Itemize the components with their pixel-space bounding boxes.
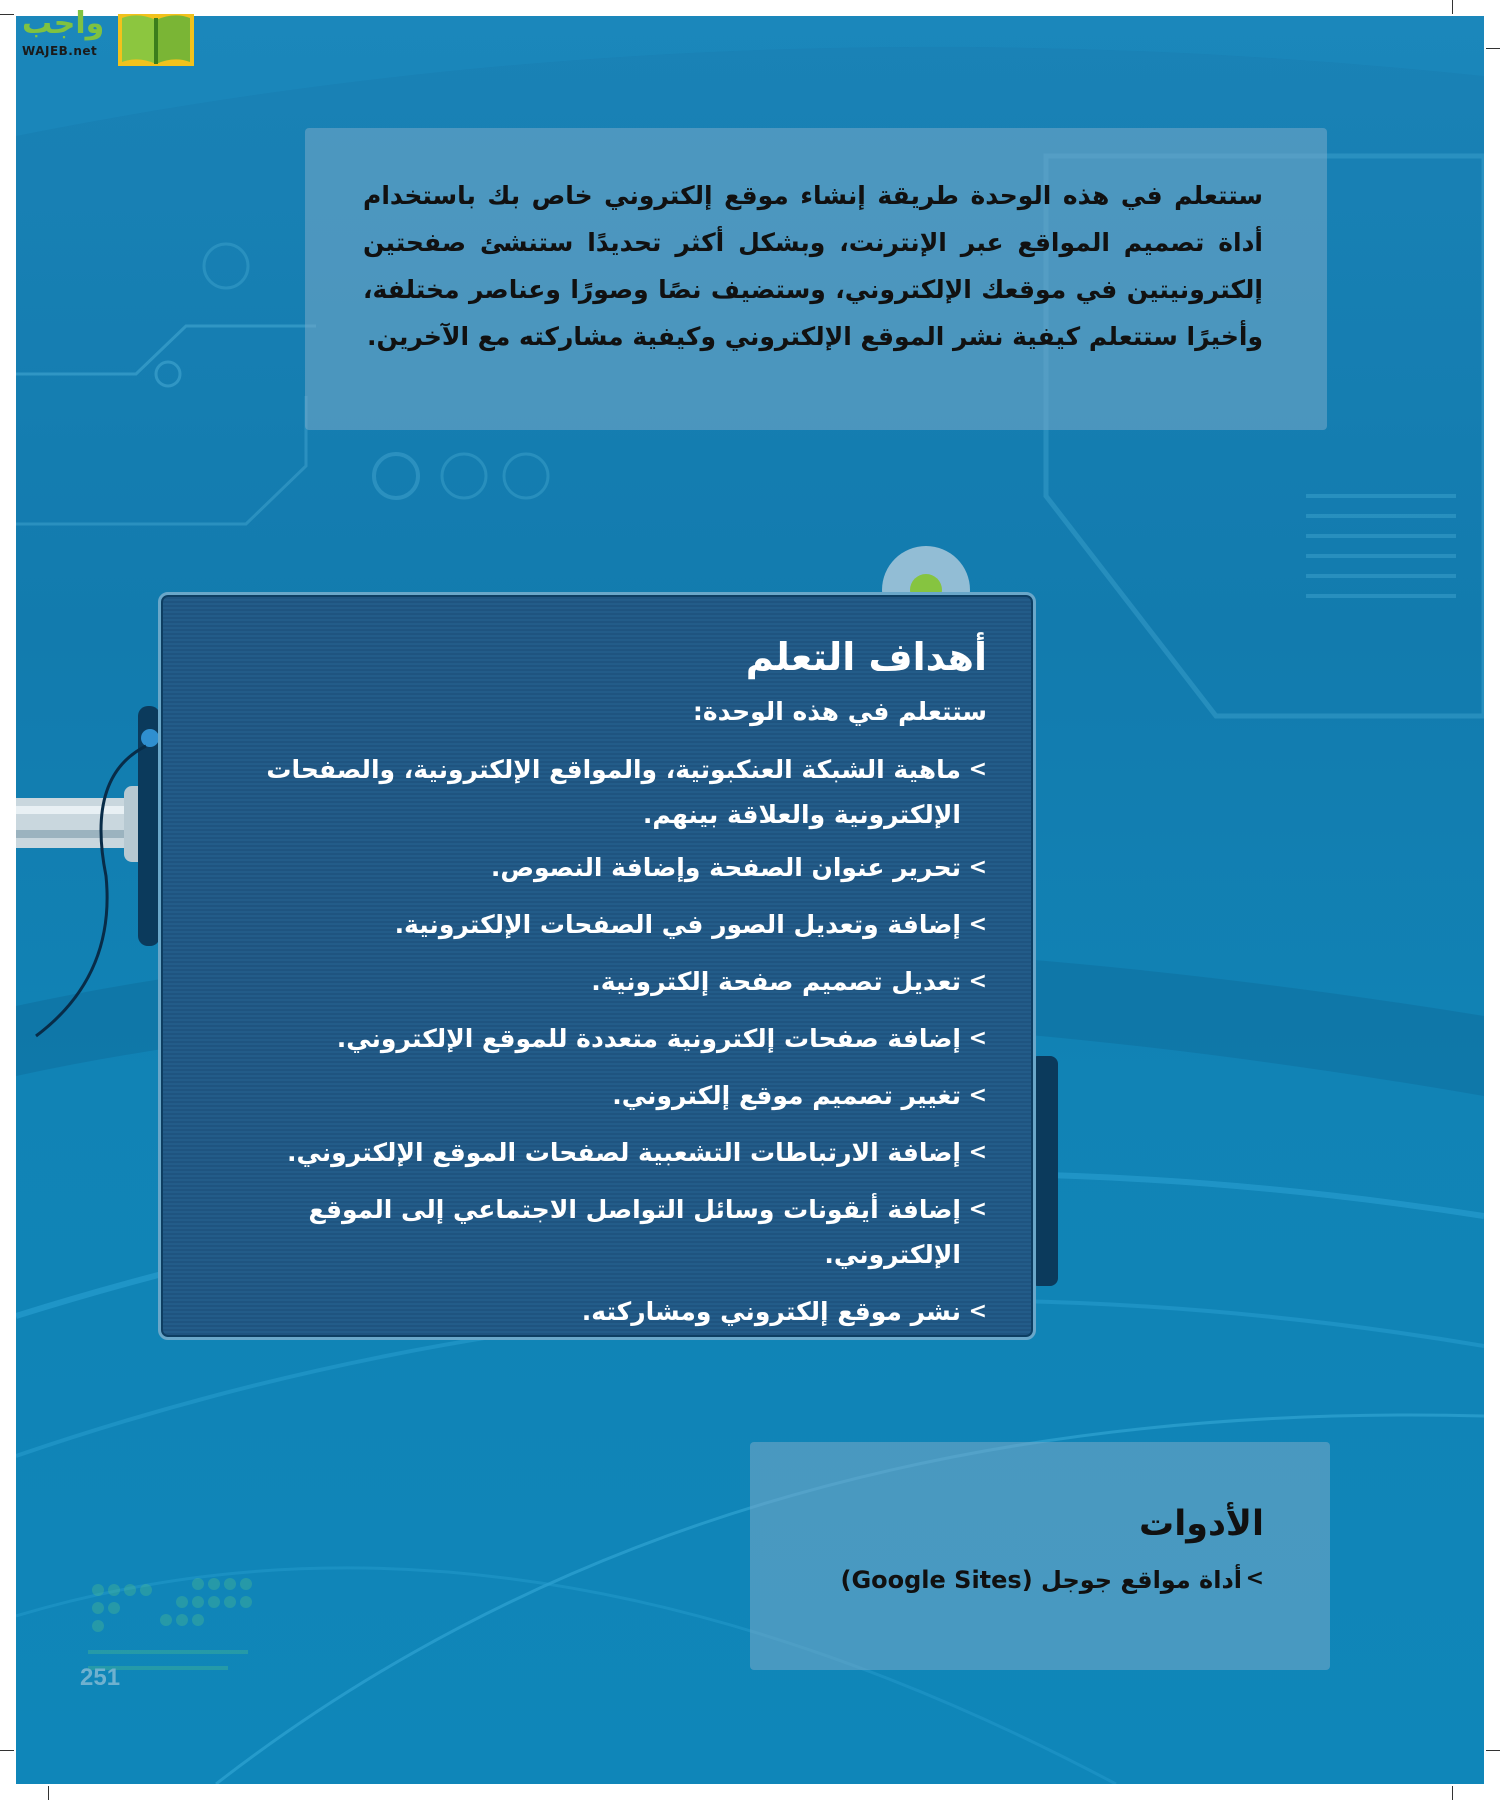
list-item — [197, 1187, 987, 1277]
crop-mark — [1452, 0, 1453, 14]
intro-paragraph: ستتعلم في هذه الوحدة طريقة إنشاء موقع إلكتروني خاص بك باستخدام أداة تصميم المواقع عبر الإنترنت، وبشكل أكثر تحديدًا ستنشئ صفحتين إلكترونيتين في موقعك الإلكتروني، وستضيف نصًا وصورًا وعناصر مختلفة، وأخيرًا ستتعلم كيفية نشر الموقع الإلكتروني وكيفية مشاركته مع الآخرين. — [363, 181, 1263, 351]
logo-wordmark: واجب — [22, 6, 105, 41]
chevron-right-icon: > — [968, 1197, 987, 1222]
objective-text: إضافة صفحات إلكترونية متعددة للموقع الإلكتروني. — [336, 1024, 961, 1053]
list-item — [197, 902, 987, 947]
list-item — [197, 1130, 987, 1175]
book-icon — [116, 8, 196, 68]
chevron-right-icon: > — [968, 969, 987, 994]
objective-text: إضافة أيقونات وسائل التواصل الاجتماعي إلى الموقع الإلكتروني. — [308, 1195, 961, 1269]
page-number: 251 — [80, 1664, 121, 1691]
objective-text: تغيير تصميم موقع إلكتروني. — [612, 1081, 961, 1110]
chevron-right-icon: > — [968, 1026, 987, 1051]
crop-mark — [0, 1750, 14, 1751]
tools-list-item — [840, 1566, 1264, 1594]
objective-text: ماهية الشبكة العنكبوتية، والمواقع الإلكترونية، والصفحات الإلكترونية والعلاقة بينهم. — [266, 755, 961, 829]
chevron-right-icon: > — [968, 912, 987, 937]
chevron-right-icon: > — [968, 757, 987, 782]
chevron-right-icon: > — [968, 1140, 987, 1165]
list-item — [197, 845, 987, 890]
crop-mark — [1486, 48, 1500, 49]
chevron-right-icon: > — [968, 855, 987, 880]
list-item — [197, 1289, 987, 1334]
logo-domain: WAJEB.net — [22, 44, 98, 58]
chevron-right-icon: > — [1245, 1566, 1264, 1591]
learning-objectives-panel — [158, 592, 1036, 1340]
list-item — [197, 1073, 987, 1118]
objective-text: تعديل تصميم صفحة إلكترونية. — [591, 967, 961, 996]
crop-mark — [48, 1786, 49, 1800]
crop-mark — [1452, 1786, 1453, 1800]
objective-text: تحرير عنوان الصفحة وإضافة النصوص. — [490, 853, 961, 882]
list-item — [197, 1016, 987, 1061]
list-item — [197, 747, 987, 837]
tool-name: أداة مواقع جوجل (Google Sites) — [840, 1566, 1242, 1594]
wajeb-logo — [8, 4, 193, 64]
crop-mark — [1486, 1750, 1500, 1751]
list-item — [197, 959, 987, 1004]
objective-text: إضافة وتعديل الصور في الصفحات الإلكترونية. — [394, 910, 961, 939]
intro-panel — [305, 128, 1327, 430]
objectives-intro: ستتعلم في هذه الوحدة: — [692, 697, 987, 726]
chevron-right-icon: > — [968, 1083, 987, 1108]
tools-panel — [750, 1442, 1330, 1670]
objectives-heading: أهداف التعلم — [745, 635, 987, 679]
chevron-right-icon: > — [968, 1299, 987, 1324]
tools-heading: الأدوات — [1139, 1504, 1264, 1544]
objectives-list — [197, 747, 987, 1346]
ministry-logo-icon — [78, 1570, 258, 1720]
objective-text: نشر موقع إلكتروني ومشاركته. — [581, 1297, 961, 1326]
objective-text: إضافة الارتباطات التشعبية لصفحات الموقع الإلكتروني. — [286, 1138, 961, 1167]
